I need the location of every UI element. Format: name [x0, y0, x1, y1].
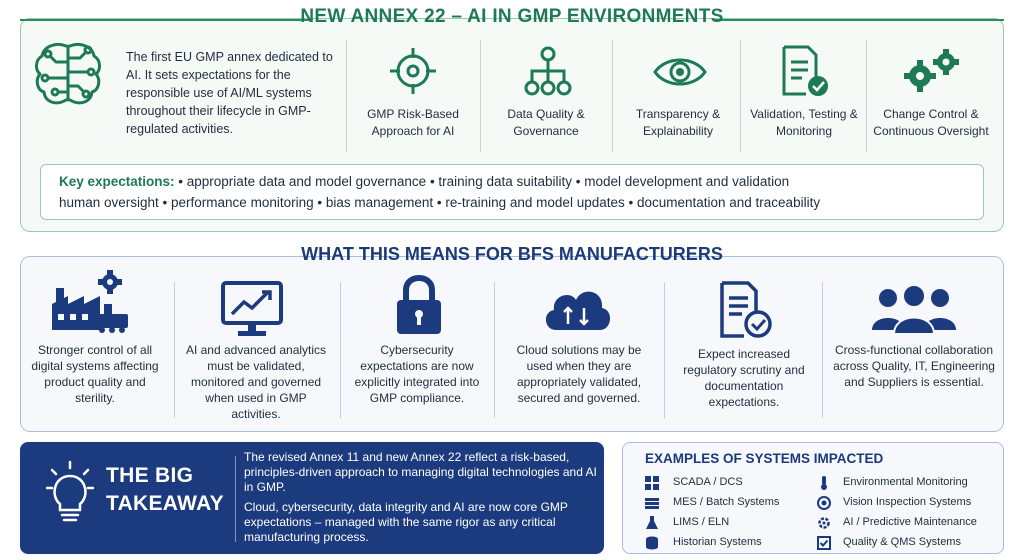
example-vision: Vision Inspection Systems: [843, 496, 972, 508]
takeaway-paragraph-1: The revised Annex 11 and new Annex 22 reflect a risk-based, principles-driven approach to managing digital technologies and AI in GMP.: [244, 450, 597, 494]
bfs-item-regulatory-scrutiny: Expect increased regulatory scrutiny and documentation expectations.: [683, 347, 805, 409]
key-expectations-line-2: human oversight • performance monitoring • bias management • re-training and model updates • documentation and traceability: [59, 195, 821, 210]
pillar-risk-based: GMP Risk-Based Approach for AI: [367, 107, 459, 138]
example-qms: Quality & QMS Systems: [843, 536, 961, 548]
lightbulb-icon: [46, 460, 94, 531]
divider: [822, 282, 823, 418]
divider: [174, 282, 175, 418]
eye-icon: [652, 52, 708, 97]
example-historian: Historian Systems: [673, 536, 762, 548]
bfs-item-ai-analytics: AI and advanced analytics must be validated, monitored and governed when used in GMP activities.: [185, 343, 327, 421]
hierarchy-icon: [524, 46, 572, 101]
target-icon: [388, 46, 438, 101]
examples-title: EXAMPLES OF SYSTEMS IMPACTED: [645, 451, 884, 466]
checklist-icon: [817, 536, 831, 555]
example-environmental: Environmental Monitoring: [843, 476, 968, 488]
takeaway-paragraph-2: Cloud, cybersecurity, data integrity and AI are now core GMP expectations – managed with the same rigor as any critical manufacturing process.: [244, 500, 568, 544]
takeaway-title-line-1: THE BIG: [106, 464, 194, 487]
cloud-icon: [540, 280, 614, 341]
team-icon: [872, 284, 956, 339]
factory-icon: [50, 268, 132, 339]
flask-icon: [645, 516, 659, 535]
padlock-icon: [394, 274, 444, 341]
analytics-monitor-icon: [220, 280, 284, 343]
wrench-gear-icon: [817, 516, 831, 535]
key-expectations-label: Key expectations:: [59, 174, 175, 189]
camera-lens-icon: [817, 496, 831, 515]
key-expectations-text-1: • appropriate data and model governance • training data suitability • model development and validation: [174, 174, 790, 189]
key-expectations-box: [40, 164, 984, 220]
bfs-item-collaboration: Cross-functional collaboration across Quality, IT, Engineering and Suppliers is essential.: [833, 343, 995, 389]
takeaway-divider: [235, 456, 236, 542]
takeaway-title-line-2: TAKEAWAY: [106, 492, 224, 515]
page-title: NEW ANNEX 22 – AI IN GMP ENVIRONMENTS: [300, 6, 724, 27]
pillar-transparency: Transparency & Explainability: [635, 107, 721, 138]
bfs-item-digital-control: Stronger control of all digital systems affecting product quality and sterility.: [31, 343, 159, 405]
batch-icon: [645, 496, 659, 515]
divider: [340, 282, 341, 418]
pillar-data-quality: Data Quality & Governance: [507, 107, 585, 138]
document-check-icon: [718, 280, 774, 345]
example-mes: MES / Batch Systems: [673, 496, 780, 508]
bfs-item-cybersecurity: Cybersecurity expectations are now explicitly integrated into GMP compliance.: [354, 343, 480, 405]
bfs-section-title: WHAT THIS MEANS FOR BFS MANUFACTURERS: [301, 244, 723, 264]
pillar-change-control: Change Control & Continuous Oversight: [873, 107, 989, 138]
document-check-icon: [780, 44, 830, 103]
sensor-grid-icon: [645, 476, 659, 495]
database-icon: [645, 536, 659, 555]
gears-icon: [902, 46, 964, 101]
takeaway-title: [106, 462, 224, 518]
example-ai-maintenance: AI / Predictive Maintenance: [843, 516, 977, 528]
examples-panel: [622, 442, 1004, 554]
divider: [346, 40, 347, 152]
big-takeaway-panel: [20, 442, 604, 554]
example-lims: LIMS / ELN: [673, 516, 730, 528]
key-expectations-line-1: [59, 174, 789, 189]
divider: [664, 282, 665, 418]
divider: [494, 282, 495, 418]
bfs-item-cloud: Cloud solutions may be used when they are appropriately validated, secured and governed.: [516, 343, 642, 405]
example-scada: SCADA / DCS: [673, 476, 743, 488]
brain-circuit-icon: [32, 38, 104, 123]
pillar-validation: Validation, Testing & Monitoring: [750, 107, 858, 138]
annex22-intro-text: The first EU GMP annex dedicated to AI. It sets expectations for the responsible use of AI/ML systems throughout their lifecycle in GMP-regulated activities.: [126, 50, 333, 136]
thermometer-icon: [817, 476, 831, 495]
